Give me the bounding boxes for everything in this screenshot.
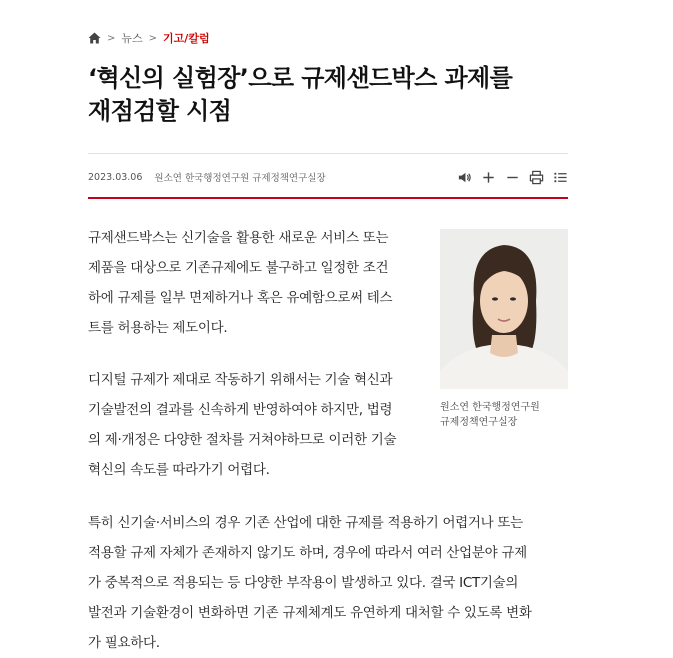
- chevron-right-icon: >: [107, 32, 116, 44]
- plus-icon[interactable]: [480, 169, 496, 185]
- text-line: 규제샌드박스는 신기술을 활용한 새로운 서비스 또는: [88, 230, 389, 246]
- title-divider: [88, 197, 568, 199]
- print-icon[interactable]: [528, 169, 544, 185]
- paragraph: [88, 365, 420, 485]
- divider: [88, 153, 568, 154]
- article-title: [88, 62, 568, 128]
- paragraph: [88, 508, 568, 658]
- breadcrumb-news[interactable]: 뉴스: [121, 32, 143, 45]
- text-line: 제품을 대상으로 기존규제에도 불구하고 일정한 조건: [88, 260, 389, 276]
- text-line: 트를 허용하는 제도이다.: [88, 320, 228, 336]
- text-line: 의 제·개정은 다양한 절차를 거쳐야하므로 이러한 기술: [88, 432, 397, 448]
- article-byline: 원소연 한국행정연구원 규제정책연구실장: [154, 173, 326, 184]
- text-line: 기술발전의 결과를 신속하게 반영하여야 하지만, 법령: [88, 402, 393, 418]
- text-line: 디지털 규제가 제대로 작동하기 위해서는 기술 혁신과: [88, 372, 393, 388]
- text-line: 가 중복적으로 적용되는 등 다양한 부작용이 발생하고 있다. 결국 ICT기술의: [88, 575, 519, 591]
- text-line: 발전과 기술환경이 변화하면 기존 규제체계도 유연하게 대처할 수 있도록 변화: [88, 605, 532, 621]
- text-line: 하에 규제를 일부 면제하거나 혹은 유예함으로써 테스: [88, 290, 393, 306]
- paragraph: [88, 223, 420, 343]
- chevron-right-icon: >: [148, 32, 158, 44]
- minus-icon[interactable]: [504, 169, 520, 185]
- text-line: 혁신의 속도를 따라가기 어렵다.: [88, 462, 270, 478]
- breadcrumb-column[interactable]: 기고/칼럼: [163, 32, 210, 45]
- list-icon[interactable]: [552, 169, 568, 185]
- breadcrumb: [88, 30, 210, 46]
- article-meta: [88, 168, 568, 186]
- title-line: ‘혁신의 실험장’으로 규제샌드박스 과제를: [88, 64, 513, 92]
- home-icon[interactable]: [88, 32, 101, 44]
- text-line: 적용할 규제 자체가 존재하지 않기도 하며, 경우에 따라서 여러 산업분야 규제: [88, 545, 527, 561]
- photo-caption: [440, 400, 568, 430]
- title-line: 재점검할 시점: [88, 97, 232, 125]
- article-date: 2023.03.06: [88, 171, 143, 183]
- caption-line: 원소연 한국행정연구원: [440, 402, 540, 413]
- article-tools: [456, 169, 568, 185]
- author-photo: [440, 229, 568, 389]
- speaker-icon[interactable]: [456, 169, 472, 185]
- text-line: 가 필요하다.: [88, 635, 160, 651]
- caption-line: 규제정책연구실장: [440, 417, 518, 428]
- text-line: 특히 신기술·서비스의 경우 기존 산업에 대한 규제를 적용하기 어렵거나 또는: [88, 515, 523, 531]
